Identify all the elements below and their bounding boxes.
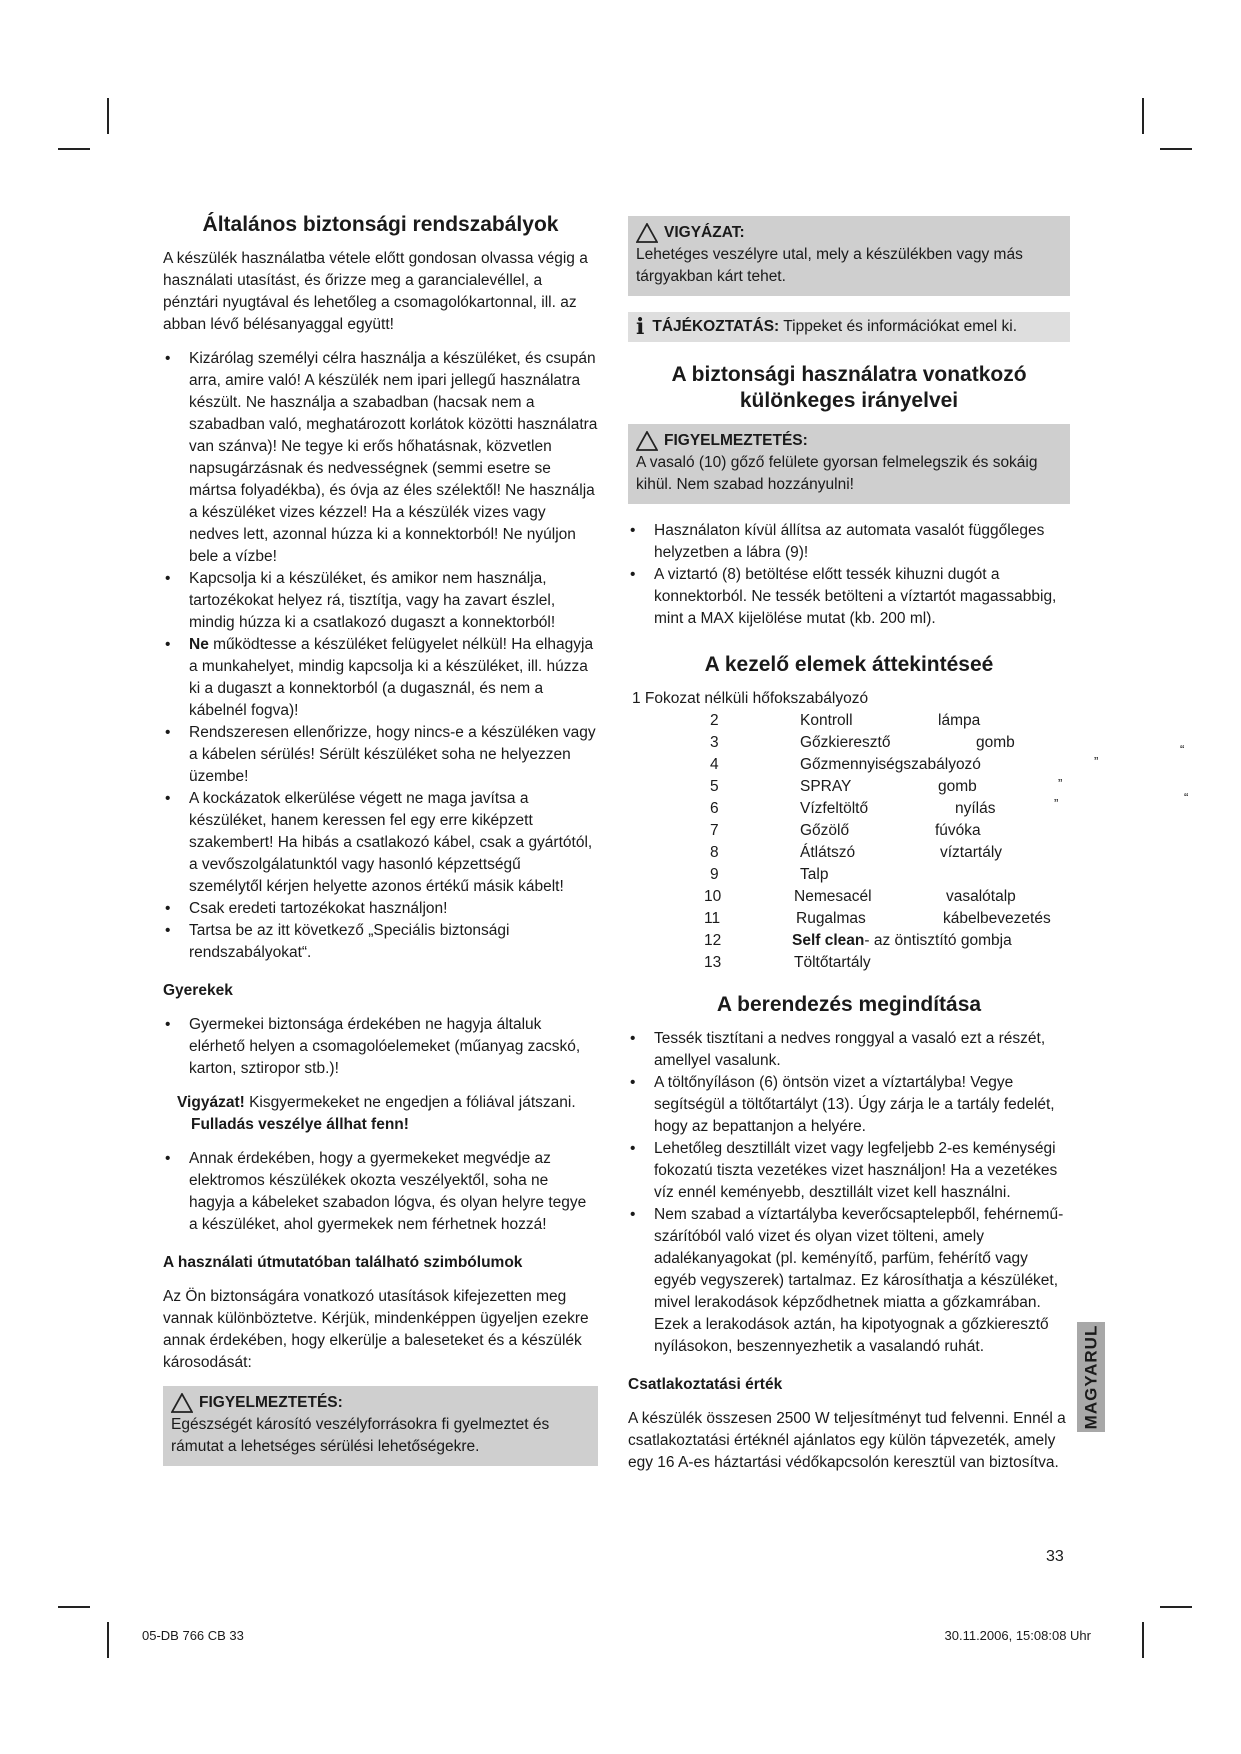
warning-box: FIGYELMEZTETÉS: Egészségét károsító veszélyforrásokra fi gyelmeztet és rámutat a lehetséges sérülési lehetőségekre. <box>163 1386 598 1466</box>
connection-paragraph: A készülék összesen 2500 W teljesítményt tud felvenni. Ennél a csatlakoztatási értéknél ajánlatos egy külön tápvezeték, amely egy 16 A-es háztartási védőkapcsolón keresztül van biztosítva. <box>628 1410 1066 1471</box>
list-item: • Tartsa be az itt következő „Speciális biztonsági rendszabályokat“. <box>165 922 510 961</box>
crop-mark <box>58 148 90 150</box>
left-column <box>163 212 598 1482</box>
control-item: 3 Gőzkieresztő gomb <box>710 734 1015 751</box>
list-item: • Lehetőleg desztillált vizet vagy legfeljebb 2-es keménységi fokozatú tiszta vezetékes vizet használjon! Ha a vezetékes víz ennél keményebb, desztillált vizet kell használni. <box>630 1140 1058 1201</box>
control-item: 8 Átlátszó víztartály <box>710 844 1003 861</box>
right-column <box>628 216 1070 1486</box>
list-item: • Kapcsolja ki a készüléket, és amikor nem használja, tartozékokat helyez rá, tisztítja, vagy ha zavart észlel, mindig húzza ki a csatlakozó dugaszt a konnektorból! <box>165 570 556 631</box>
list-item: • Kizárólag személyi célra használja a készüléket, és csupán arra, amire való! A készülék nem ipari jellegű használatra készült. Ne használja a szabadban (hacsak nem a szabadban való, meghatározott korlátok közötti használatra van szánva)! Ne tegye ki erős hőhatásnak, közvetlen napsugárzásnak és nedvességnek (semmi esetre se mártsa folyadékba), és óvja az éles szélektől! Ne használja a készüléket vizes kézzel! Ha a készülék vizes vagy nedves lett, azonnal húzza ki a konnektorból! Ne nyúljon bele a vízbe! <box>165 350 598 565</box>
info-icon: i <box>636 314 645 340</box>
list-item: • Ne működtesse a készüléket felügyelet nélkül! Ha elhagyja a munkahelyet, mindig kapcsolja ki a készüléket, ill. húzza ki a dugaszt a konnektorból (a dugasznál, és nem a kábelnél fogva)! <box>165 636 594 719</box>
control-item: 4 Gőzmennyiségszabályozó <box>710 756 981 773</box>
intro-paragraph: A készülék használatba vétele előtt gondosan olvassa végig a használati utasítást, és őrizze meg a garancialevéllel, a pénztári nyugtával és lehetőleg a csomagolókartonnal, ill. az abban lévő bélésanyaggal együtt! <box>163 250 588 333</box>
controls-title: A kezelő elemek áttekintéseé <box>704 653 994 676</box>
list-item: • Használaton kívül állítsa az automata vasalót függőleges helyzetben a lábra (9)! <box>630 522 1045 561</box>
caution-box: VIGYÁZAT: Lehetéges veszélyre utal, mely a készülékben vagy más tárgyakban kárt tehet. <box>628 216 1070 296</box>
crop-mark <box>1142 1622 1144 1658</box>
list-item: • Rendszeresen ellenőrizze, hogy nincs-e a készüléken vagy a kábelen sérülés! Sérült készüléket soha ne helyezzen üzembe! <box>165 724 596 785</box>
warning-text: A vasaló (10) gőző felülete gyorsan felmelegszik és sokáig kihül. Nem szabad hozzányulni! <box>636 454 1038 493</box>
warning-triangle-icon <box>636 223 658 243</box>
control-item: 1 Fokozat nélküli hőfokszabályozó <box>632 690 869 707</box>
control-item: 5 SPRAY gomb <box>710 778 977 795</box>
stray-quote: “ <box>1180 742 1185 757</box>
crop-mark <box>107 98 109 134</box>
warning-triangle-icon <box>171 1393 193 1413</box>
warning-box: FIGYELMEZTETÉS: A vasaló (10) gőző felülete gyorsan felmelegszik és sokáig kihül. Nem szabad hozzányulni! <box>628 424 1070 504</box>
children-bullet-list <box>163 1014 598 1080</box>
crop-mark <box>58 1606 90 1608</box>
start-bullet-list <box>628 1028 1070 1358</box>
stray-quote: ” <box>1054 796 1059 811</box>
crop-mark <box>1160 1606 1192 1608</box>
special-bullet-list <box>628 520 1070 630</box>
language-side-tab: MAGYARUL <box>1077 1322 1105 1432</box>
children-bullet-list-2 <box>163 1148 598 1236</box>
stray-quote: ” <box>1058 776 1063 791</box>
control-item: 12 Self clean - az öntisztító gombja <box>704 932 1012 949</box>
warning-triangle-icon <box>636 431 658 451</box>
crop-mark <box>107 1622 109 1658</box>
control-item: 10 Nemesacél vasalótalp <box>704 888 1016 905</box>
symbols-heading: A használati útmutatóban található szimbólumok <box>163 1254 523 1271</box>
special-safety-title: A biztonsági használatra vonatkozó különkeges irányelvei <box>671 363 1027 412</box>
stray-quote: ” <box>1094 754 1099 769</box>
control-item: 2 Kontroll lámpa <box>710 712 981 729</box>
control-item: 6 Vízfeltöltő nyílás <box>710 800 996 817</box>
controls-list <box>628 688 1070 974</box>
caution-text: Lehetéges veszélyre utal, mely a készülékben vagy más tárgyakban kárt tehet. <box>636 246 1023 285</box>
crop-mark <box>1160 148 1192 150</box>
children-heading: Gyerekek <box>163 982 233 999</box>
control-item: 9 Talp <box>710 866 829 883</box>
control-item: 7 Gőzölő fúvóka <box>710 822 981 839</box>
connection-heading: Csatlakoztatási érték <box>628 1376 783 1393</box>
list-item: • Nem szabad a víztartályba keverőcsaptelepből, fehérnemű-szárítóból való vizet és olyan vizet tölteni, amely adalékanyagokat (pl. keményítő, parfüm, fehérítő vagy egyéb vegyszerek) tartalmaz. Ez károsíthatja a készüléket, mivel lerakodások képződhetnek miatta a gőzkamrában. Ezek a lerakodások aztán, ha kipotyognak a gőzkieresztő nyílásokon, beszennyezhetik a vasalandó ruhát. <box>630 1206 1064 1355</box>
symbols-paragraph: Az Ön biztonságára vonatkozó utasítások kifejezetten meg vannak különböztetve. Kérjük, mindenképpen ügyeljen ezekre annak érdekében, hogy elkerülje a baleseteket és a készülék károsodását: <box>163 1288 589 1371</box>
page-number: 33 <box>1046 1548 1064 1565</box>
control-item: 11 Rugalmas kábelbevezetés <box>704 910 1051 927</box>
stray-quote: “ <box>1184 790 1189 805</box>
footer-right: 30.11.2006, 15:08:08 Uhr <box>944 1628 1091 1643</box>
list-item: • Gyermekei biztonsága érdekében ne hagyja általuk elérhető helyen a csomagolóelemeket (műanyag zacskó, karton, sztiropor stb.)! <box>165 1016 581 1077</box>
list-item: • Csak eredeti tartozékokat használjon! <box>165 900 448 917</box>
general-safety-title: Általános biztonsági rendszabályok <box>202 213 559 236</box>
safety-bullet-list <box>163 348 598 964</box>
list-item: • Tessék tisztítani a nedves ronggyal a vasaló ezt a részét, amellyel vasalunk. <box>630 1030 1046 1069</box>
footer-left: 05-DB 766 CB 33 <box>142 1628 244 1643</box>
list-item: • A kockázatok elkerülése végett ne maga javítsa a készüléket, hanem keressen fel egy erre kiképzett szakembert! Ha hibás a csatlakozó kábel, csak a gyártótól, a vevőszolgálatunktól vagy hasonló képzettségű személytől kérjen helyette azonos értékű másik kábelt! <box>165 790 593 895</box>
info-box: i TÁJÉKOZTATÁS: Tippeket és információkat emel ki. <box>628 312 1070 342</box>
list-item: • A viztartó (8) betöltése előtt tessék kihuzni dugót a konnektorból. Ne tessék betölteni a víztartót magassabbig, mint a MAX kijelölése mutat (kb. 200 ml). <box>630 566 1057 627</box>
crop-mark <box>1142 98 1144 134</box>
warning-text: Egészségét károsító veszélyforrásokra fi gyelmeztet és rámutat a lehetséges sérülési lehetőségekre. <box>171 1416 550 1455</box>
control-item: 13 Töltőtartály <box>704 954 871 971</box>
suffocation-caution: Vigyázat! Kisgyermekeket ne engedjen a fóliával játszani. Fulladás veszélye állhat fenn! <box>177 1094 576 1133</box>
list-item: • A töltőnyíláson (6) öntsön vizet a víztartályba! Vegye segítségül a töltőtartályt (13). Úgy zárja le a tartály fedelét, hogy az bepattanjon a helyére. <box>630 1074 1055 1135</box>
start-title: A berendezés megindítása <box>716 993 982 1016</box>
list-item: • Annak érdekében, hogy a gyermekeket megvédje az elektromos készülékek okozta veszélyektől, soha ne hagyja a kábeleket szabadon lógva, és olyan helyre tegye a készüléket, ahol gyermekek nem férhetnek hozzá! <box>165 1150 587 1233</box>
